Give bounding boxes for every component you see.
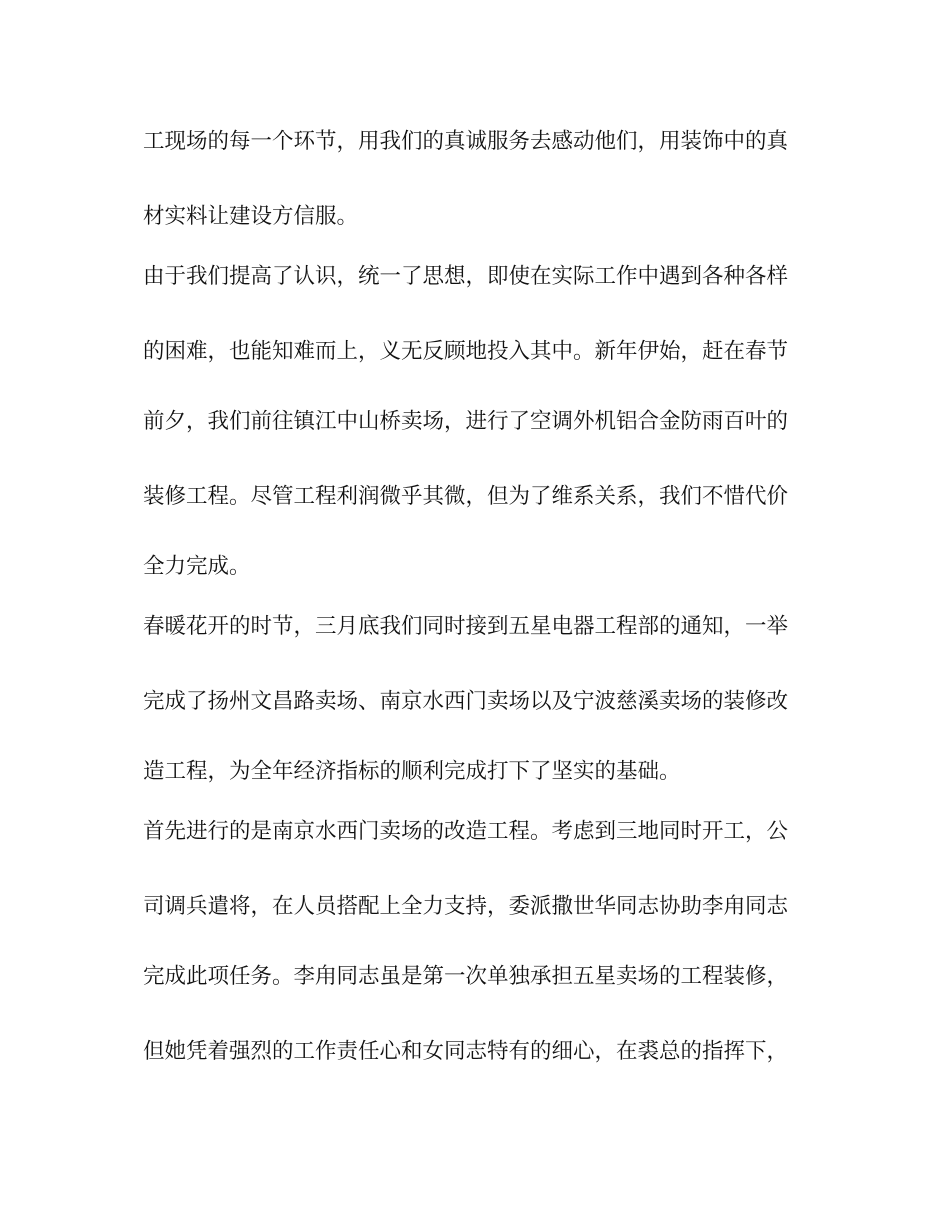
text-line-5: 前夕，我们前往镇江中山桥卖场，进行了空调外机铝合金防雨百叶的 [143, 409, 789, 434]
text-line-7: 全力完成。 [143, 554, 251, 579]
text-line-10: 造工程，为全年经济指标的顺利完成打下了坚实的基础。 [143, 759, 681, 784]
text-line-6: 装修工程。尽管工程利润微乎其微，但为了维系关系，我们不惜代价 [143, 484, 789, 509]
text-line-4: 的困难，也能知难而上，义无反顾地投入其中。新年伊始，赶在春节 [143, 339, 789, 364]
text-line-14: 但她凭着强烈的工作责任心和女同志特有的细心，在裘总的指挥下， [143, 1039, 789, 1064]
text-line-8: 春暖花开的时节，三月底我们同时接到五星电器工程部的通知，一举 [143, 614, 789, 639]
text-line-1: 工现场的每一个环节，用我们的真诚服务去感动他们，用装饰中的真 [143, 129, 789, 154]
text-line-2: 材实料让建设方信服。 [143, 204, 359, 229]
text-line-13: 完成此项任务。李甪同志虽是第一次单独承担五星卖场的工程装修， [143, 964, 789, 989]
text-line-12: 司调兵遣将，在人员搭配上全力支持，委派撒世华同志协助李甪同志 [143, 894, 789, 919]
text-line-11: 首先进行的是南京水西门卖场的改造工程。考虑到三地同时开工，公 [143, 819, 789, 844]
text-line-3: 由于我们提高了认识，统一了思想，即使在实际工作中遇到各种各样 [143, 264, 789, 289]
text-line-9: 完成了扬州文昌路卖场、南京水西门卖场以及宁波慈溪卖场的装修改 [143, 689, 789, 714]
